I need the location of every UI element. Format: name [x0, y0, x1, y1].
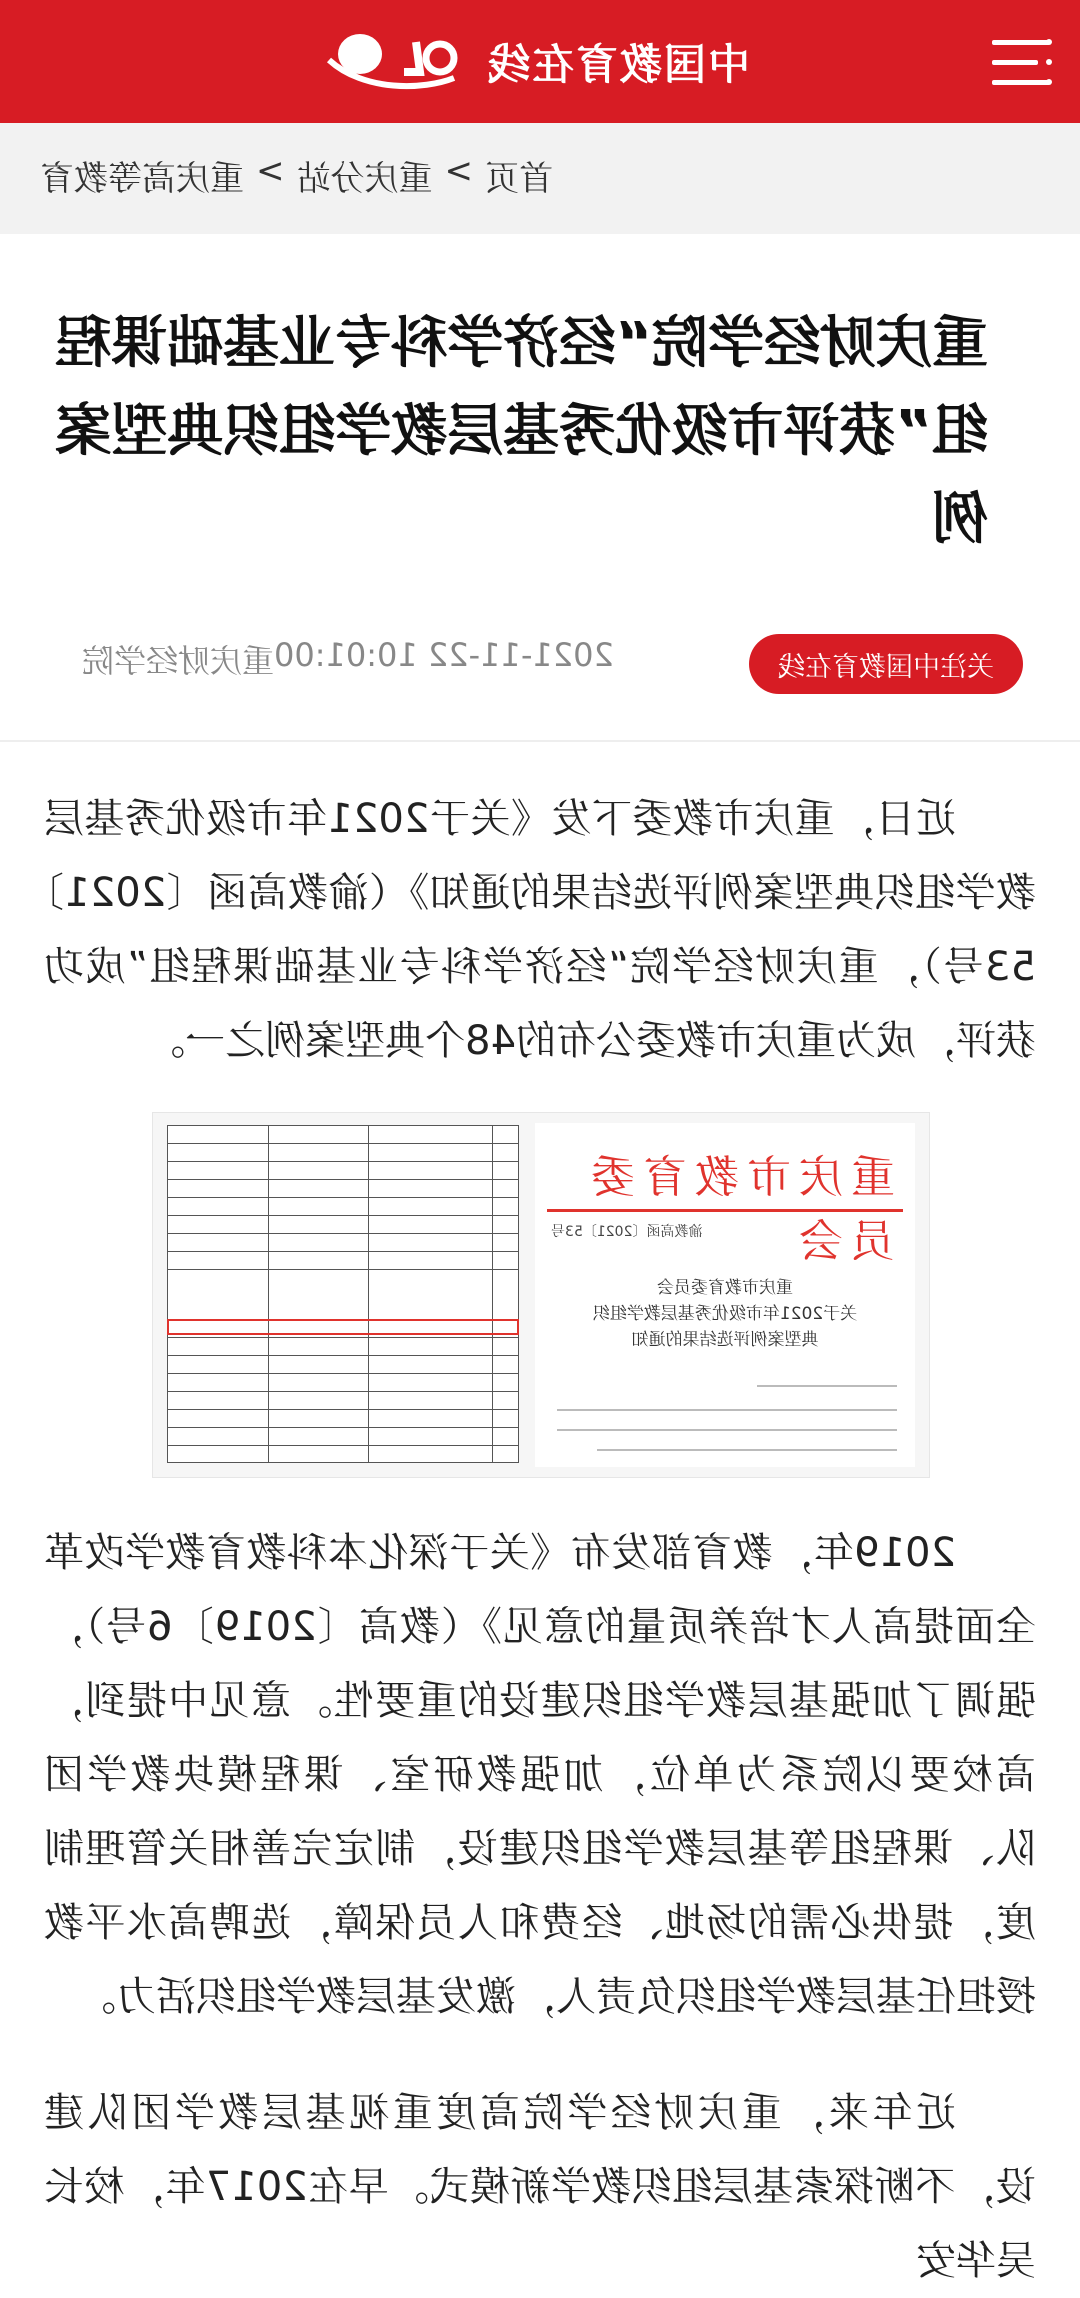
- doc-subtitle-line: 重庆市教育委员会: [657, 1278, 793, 1298]
- menu-icon[interactable]: [992, 38, 1052, 86]
- table-line: [167, 1161, 519, 1162]
- doc-red-rule: [547, 1209, 903, 1212]
- table-line: [167, 1269, 519, 1270]
- table-line: [167, 1462, 519, 1463]
- article-title: 重庆财经学院“经济学科专业基础课程组”获评市级优秀基层教学组织典型案例: [55, 311, 988, 552]
- table-line: [167, 1373, 519, 1374]
- results-table-image: [167, 1125, 519, 1463]
- doc-header: 重庆市教育委员会: [583, 1152, 895, 1267]
- table-line: [167, 1197, 519, 1198]
- publish-datetime: 2021-11-22 10:01:00: [274, 636, 614, 674]
- table-line: [492, 1125, 493, 1463]
- breadcrumb-home[interactable]: 首页: [485, 159, 553, 199]
- doc-text-line: [557, 1409, 897, 1411]
- article-paragraph: 近日，重庆市教委下发《关于2021年市级优秀基层教学组织典型案例评选结果的通知》（渝教高函〔2021〕53号），重庆财经学院“经济学科专业基础课程组”成功获评，成为重庆市教委公布的48个典型案例之一。: [44, 796, 1036, 1064]
- table-line: [518, 1125, 519, 1463]
- table-line: [167, 1125, 168, 1463]
- eol-logo-icon: [324, 20, 464, 104]
- article-paragraph: 近年来，重庆财经学院高度重视基层教学团队建设，不断探索基层组织教学新模式。早在2017年，校长吴华安: [44, 2090, 1036, 2284]
- highlighted-row: [167, 1319, 519, 1335]
- breadcrumb-separator: >: [256, 151, 285, 191]
- table-line: [167, 1251, 519, 1252]
- top-bar: [0, 0, 1080, 123]
- table-line: [167, 1391, 519, 1392]
- table-line: [167, 1233, 519, 1234]
- table-line: [167, 1409, 519, 1410]
- breadcrumb-separator: >: [444, 151, 473, 191]
- doc-text-line: [757, 1385, 897, 1387]
- divider: [0, 740, 1080, 742]
- article-meta: [42, 636, 614, 682]
- article-image[interactable]: [152, 1112, 930, 1478]
- breadcrumb-bar: [0, 123, 1080, 234]
- site-name: 中国教育在线: [485, 40, 750, 89]
- table-line: [167, 1445, 519, 1446]
- article-source: 重庆财经学院: [82, 642, 275, 680]
- table-line: [167, 1427, 519, 1428]
- table-line: [167, 1337, 519, 1338]
- site-brand[interactable]: [324, 20, 750, 104]
- breadcrumb-branch[interactable]: 重庆分站: [296, 159, 433, 199]
- breadcrumb-section[interactable]: 重庆高等教育: [40, 159, 244, 199]
- table-line: [167, 1179, 519, 1180]
- table-line: [167, 1355, 519, 1356]
- follow-button[interactable]: 关注中国教育在线: [749, 634, 1023, 694]
- doc-text-line: [557, 1429, 897, 1431]
- table-line: [268, 1125, 269, 1463]
- doc-number: 渝教高函〔2021〕53号: [551, 1224, 703, 1240]
- doc-subtitle-line: 典型案例评选结果的通知: [631, 1330, 819, 1350]
- table-line: [167, 1125, 519, 1126]
- doc-subtitle-line: 关于2021年市级优秀基层教学组织: [592, 1304, 858, 1324]
- table-line: [167, 1143, 519, 1144]
- doc-text-line: [597, 1449, 897, 1451]
- breadcrumb: [40, 151, 553, 200]
- notice-document-image: [535, 1123, 915, 1467]
- table-line: [167, 1215, 519, 1216]
- table-line: [368, 1125, 369, 1463]
- article-paragraph: 2019年，教育部发布《关于深化本科教育教学改革全面提高人才培养质量的意见》（教高〔2019〕6号），强调了加强基层教学组织建设的重要性。意见中提到，高校要以院系为单位，加强教研室、课程模块教学团队、课程组等基层教学组织建设，制定完善相关管理制度，提供必需的场地、经费和人员保障，选聘高水平教授担任基层教学组织负责人，激发基层教学组织活力。: [44, 1530, 1036, 2020]
